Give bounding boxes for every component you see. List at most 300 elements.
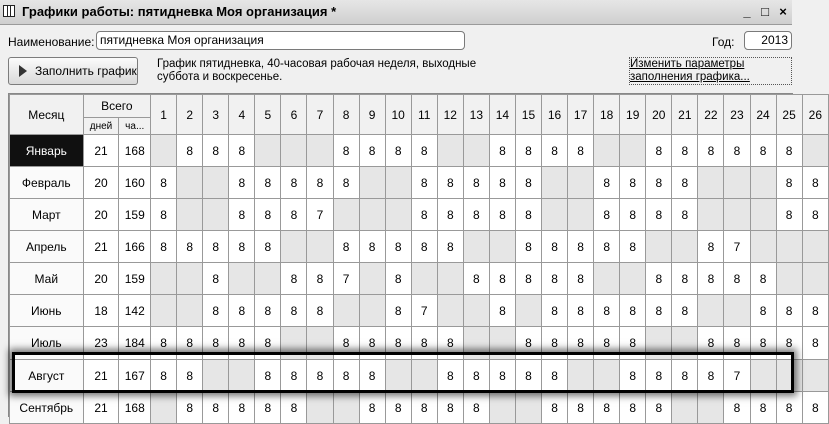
day-cell[interactable]: 8 xyxy=(594,199,620,231)
day-cell[interactable] xyxy=(489,392,515,424)
day-cell[interactable]: 8 xyxy=(542,295,568,327)
day-cell[interactable]: 8 xyxy=(542,360,568,392)
day-cell[interactable]: 8 xyxy=(307,295,333,327)
days-total-cell[interactable]: 20 xyxy=(83,167,119,199)
day-cell[interactable] xyxy=(698,167,724,199)
day-cell[interactable]: 8 xyxy=(333,360,359,392)
day-cell[interactable]: 8 xyxy=(255,167,281,199)
month-row[interactable] xyxy=(10,360,829,392)
month-row[interactable] xyxy=(10,199,829,231)
day-cell[interactable] xyxy=(333,199,359,231)
day-column-header[interactable]: 16 xyxy=(542,95,568,135)
day-cell[interactable]: 8 xyxy=(698,327,724,360)
day-cell[interactable] xyxy=(620,263,646,295)
day-cell[interactable] xyxy=(177,295,203,327)
day-cell[interactable]: 8 xyxy=(646,199,672,231)
day-cell[interactable] xyxy=(463,231,489,263)
day-cell[interactable]: 8 xyxy=(489,295,515,327)
day-cell[interactable]: 8 xyxy=(385,392,411,424)
day-cell[interactable] xyxy=(359,295,385,327)
day-cell[interactable]: 8 xyxy=(646,295,672,327)
day-cell[interactable]: 8 xyxy=(281,167,307,199)
day-cell[interactable]: 8 xyxy=(255,360,281,392)
day-cell[interactable]: 8 xyxy=(776,327,802,360)
day-cell[interactable] xyxy=(594,263,620,295)
day-cell[interactable]: 8 xyxy=(203,231,229,263)
month-row[interactable] xyxy=(10,392,829,424)
day-cell[interactable]: 8 xyxy=(463,167,489,199)
day-cell[interactable] xyxy=(359,263,385,295)
day-cell[interactable] xyxy=(203,360,229,392)
day-cell[interactable] xyxy=(307,327,333,360)
day-cell[interactable] xyxy=(542,199,568,231)
day-cell[interactable] xyxy=(802,360,828,392)
day-cell[interactable]: 8 xyxy=(307,167,333,199)
day-cell[interactable]: 8 xyxy=(542,231,568,263)
day-cell[interactable]: 8 xyxy=(568,135,594,167)
day-cell[interactable] xyxy=(568,167,594,199)
change-params-link[interactable]: Изменить параметры заполнения графика... xyxy=(629,57,792,85)
day-cell[interactable]: 8 xyxy=(802,199,828,231)
day-cell[interactable] xyxy=(724,295,750,327)
day-cell[interactable]: 8 xyxy=(281,295,307,327)
day-cell[interactable]: 8 xyxy=(437,327,463,360)
day-cell[interactable]: 8 xyxy=(281,199,307,231)
day-cell[interactable]: 8 xyxy=(646,167,672,199)
day-cell[interactable]: 8 xyxy=(515,263,541,295)
day-cell[interactable] xyxy=(724,167,750,199)
day-cell[interactable]: 8 xyxy=(568,392,594,424)
day-cell[interactable]: 7 xyxy=(411,295,437,327)
day-cell[interactable]: 8 xyxy=(463,263,489,295)
day-cell[interactable]: 8 xyxy=(724,392,750,424)
day-cell[interactable]: 8 xyxy=(489,360,515,392)
day-column-header[interactable]: 9 xyxy=(359,95,385,135)
day-cell[interactable]: 8 xyxy=(698,231,724,263)
day-cell[interactable]: 8 xyxy=(620,295,646,327)
day-cell[interactable]: 8 xyxy=(229,199,255,231)
month-header[interactable]: Месяц xyxy=(10,95,84,135)
day-cell[interactable]: 8 xyxy=(333,167,359,199)
day-column-header[interactable]: 11 xyxy=(411,95,437,135)
day-cell[interactable] xyxy=(385,167,411,199)
day-cell[interactable]: 8 xyxy=(672,199,698,231)
day-cell[interactable]: 8 xyxy=(177,392,203,424)
day-cell[interactable]: 8 xyxy=(802,327,828,360)
schedule-table[interactable] xyxy=(8,93,822,417)
day-cell[interactable]: 8 xyxy=(646,392,672,424)
day-column-header[interactable]: 7 xyxy=(307,95,333,135)
day-cell[interactable]: 8 xyxy=(359,231,385,263)
day-cell[interactable]: 8 xyxy=(750,392,776,424)
day-cell[interactable]: 8 xyxy=(542,327,568,360)
day-cell[interactable]: 8 xyxy=(411,135,437,167)
day-cell[interactable]: 8 xyxy=(359,135,385,167)
day-cell[interactable]: 8 xyxy=(359,392,385,424)
day-cell[interactable] xyxy=(515,392,541,424)
day-cell[interactable]: 7 xyxy=(333,263,359,295)
month-row[interactable] xyxy=(10,231,829,263)
day-cell[interactable] xyxy=(281,231,307,263)
day-cell[interactable] xyxy=(177,167,203,199)
day-cell[interactable]: 8 xyxy=(776,392,802,424)
day-cell[interactable]: 8 xyxy=(646,360,672,392)
hours-subheader[interactable]: ча... xyxy=(119,118,151,135)
day-cell[interactable]: 8 xyxy=(568,327,594,360)
day-cell[interactable] xyxy=(594,360,620,392)
day-cell[interactable]: 8 xyxy=(177,327,203,360)
day-cell[interactable] xyxy=(802,263,828,295)
day-column-header[interactable]: 2 xyxy=(177,95,203,135)
day-cell[interactable] xyxy=(281,135,307,167)
day-cell[interactable]: 8 xyxy=(594,392,620,424)
day-cell[interactable]: 8 xyxy=(776,135,802,167)
day-cell[interactable]: 8 xyxy=(620,392,646,424)
day-cell[interactable] xyxy=(672,392,698,424)
day-cell[interactable] xyxy=(437,135,463,167)
day-cell[interactable]: 8 xyxy=(594,295,620,327)
days-total-cell[interactable]: 21 xyxy=(83,231,119,263)
day-cell[interactable] xyxy=(750,231,776,263)
day-cell[interactable]: 8 xyxy=(489,199,515,231)
day-cell[interactable]: 8 xyxy=(203,263,229,295)
month-row[interactable] xyxy=(10,263,829,295)
day-column-header[interactable]: 18 xyxy=(594,95,620,135)
day-cell[interactable]: 8 xyxy=(177,360,203,392)
month-row[interactable] xyxy=(10,295,829,327)
day-column-header[interactable]: 24 xyxy=(750,95,776,135)
day-cell[interactable]: 8 xyxy=(672,135,698,167)
day-cell[interactable] xyxy=(620,135,646,167)
day-column-header[interactable]: 21 xyxy=(672,95,698,135)
day-cell[interactable]: 8 xyxy=(620,231,646,263)
month-cell[interactable]: Апрель xyxy=(10,231,84,263)
fill-schedule-button[interactable] xyxy=(8,57,138,85)
day-cell[interactable]: 8 xyxy=(151,327,177,360)
day-cell[interactable] xyxy=(437,263,463,295)
days-total-cell[interactable]: 21 xyxy=(83,360,119,392)
day-cell[interactable] xyxy=(151,295,177,327)
day-cell[interactable] xyxy=(255,263,281,295)
hours-total-cell[interactable]: 160 xyxy=(119,167,151,199)
day-cell[interactable]: 8 xyxy=(437,167,463,199)
days-total-cell[interactable]: 23 xyxy=(83,327,119,360)
day-cell[interactable]: 8 xyxy=(515,135,541,167)
day-cell[interactable]: 8 xyxy=(385,327,411,360)
day-cell[interactable]: 8 xyxy=(568,231,594,263)
day-column-header[interactable]: 20 xyxy=(646,95,672,135)
day-cell[interactable]: 8 xyxy=(568,263,594,295)
day-cell[interactable]: 8 xyxy=(620,360,646,392)
day-column-header[interactable]: 1 xyxy=(151,95,177,135)
day-cell[interactable] xyxy=(411,263,437,295)
day-cell[interactable] xyxy=(385,199,411,231)
day-cell[interactable] xyxy=(489,231,515,263)
day-cell[interactable]: 8 xyxy=(698,135,724,167)
day-cell[interactable] xyxy=(698,392,724,424)
day-cell[interactable]: 8 xyxy=(620,167,646,199)
day-cell[interactable] xyxy=(776,360,802,392)
month-cell[interactable]: Сентябрь xyxy=(10,392,84,424)
days-total-cell[interactable]: 21 xyxy=(83,392,119,424)
day-cell[interactable]: 7 xyxy=(307,199,333,231)
month-cell[interactable]: Март xyxy=(10,199,84,231)
day-cell[interactable] xyxy=(698,199,724,231)
day-cell[interactable] xyxy=(542,167,568,199)
day-column-header[interactable]: 26 xyxy=(802,95,828,135)
day-cell[interactable]: 8 xyxy=(229,295,255,327)
day-cell[interactable]: 8 xyxy=(489,263,515,295)
day-cell[interactable] xyxy=(203,167,229,199)
day-cell[interactable]: 8 xyxy=(672,167,698,199)
day-cell[interactable]: 8 xyxy=(229,167,255,199)
day-cell[interactable]: 8 xyxy=(515,199,541,231)
day-cell[interactable] xyxy=(463,295,489,327)
month-cell[interactable]: Январь xyxy=(10,135,84,167)
day-column-header[interactable]: 22 xyxy=(698,95,724,135)
day-column-header[interactable]: 6 xyxy=(281,95,307,135)
hours-total-cell[interactable]: 142 xyxy=(119,295,151,327)
day-cell[interactable]: 8 xyxy=(672,263,698,295)
days-subheader[interactable]: дней xyxy=(83,118,119,135)
day-cell[interactable]: 8 xyxy=(255,231,281,263)
day-cell[interactable]: 8 xyxy=(724,327,750,360)
minimize-button[interactable]: _ xyxy=(743,4,751,19)
hours-total-cell[interactable]: 168 xyxy=(119,135,151,167)
day-cell[interactable]: 8 xyxy=(463,360,489,392)
day-cell[interactable]: 8 xyxy=(203,392,229,424)
day-column-header[interactable]: 10 xyxy=(385,95,411,135)
day-cell[interactable]: 8 xyxy=(385,135,411,167)
day-cell[interactable]: 8 xyxy=(698,263,724,295)
day-cell[interactable] xyxy=(568,360,594,392)
day-column-header[interactable]: 14 xyxy=(489,95,515,135)
days-total-cell[interactable]: 21 xyxy=(83,135,119,167)
day-cell[interactable]: 8 xyxy=(463,199,489,231)
day-cell[interactable]: 8 xyxy=(281,360,307,392)
day-cell[interactable]: 8 xyxy=(802,295,828,327)
day-column-header[interactable]: 3 xyxy=(203,95,229,135)
day-cell[interactable]: 8 xyxy=(542,392,568,424)
maximize-button[interactable]: □ xyxy=(761,4,769,19)
days-total-cell[interactable]: 20 xyxy=(83,199,119,231)
day-cell[interactable] xyxy=(698,295,724,327)
day-cell[interactable]: 8 xyxy=(229,392,255,424)
day-cell[interactable] xyxy=(151,392,177,424)
name-input[interactable]: пятидневка Моя организация xyxy=(96,31,465,50)
day-cell[interactable] xyxy=(333,392,359,424)
day-cell[interactable]: 8 xyxy=(776,199,802,231)
day-cell[interactable]: 8 xyxy=(151,167,177,199)
day-cell[interactable] xyxy=(463,327,489,360)
day-cell[interactable] xyxy=(307,231,333,263)
close-button[interactable]: × xyxy=(779,4,787,19)
day-cell[interactable] xyxy=(568,199,594,231)
hours-total-cell[interactable]: 168 xyxy=(119,392,151,424)
day-cell[interactable]: 8 xyxy=(151,199,177,231)
day-column-header[interactable]: 15 xyxy=(515,95,541,135)
day-cell[interactable]: 8 xyxy=(724,135,750,167)
day-cell[interactable]: 8 xyxy=(359,327,385,360)
day-cell[interactable] xyxy=(203,199,229,231)
day-cell[interactable]: 8 xyxy=(802,167,828,199)
day-cell[interactable]: 8 xyxy=(411,327,437,360)
day-cell[interactable]: 8 xyxy=(594,231,620,263)
day-column-header[interactable]: 17 xyxy=(568,95,594,135)
day-cell[interactable]: 8 xyxy=(411,231,437,263)
day-cell[interactable] xyxy=(594,135,620,167)
day-cell[interactable]: 8 xyxy=(568,295,594,327)
day-cell[interactable] xyxy=(750,360,776,392)
day-cell[interactable]: 8 xyxy=(281,263,307,295)
day-cell[interactable]: 8 xyxy=(151,231,177,263)
day-cell[interactable]: 8 xyxy=(620,199,646,231)
day-cell[interactable]: 8 xyxy=(776,295,802,327)
day-cell[interactable]: 8 xyxy=(255,327,281,360)
day-cell[interactable]: 8 xyxy=(411,167,437,199)
day-cell[interactable]: 8 xyxy=(385,231,411,263)
day-cell[interactable] xyxy=(151,263,177,295)
day-cell[interactable]: 8 xyxy=(594,327,620,360)
day-cell[interactable]: 7 xyxy=(724,231,750,263)
hours-total-cell[interactable]: 166 xyxy=(119,231,151,263)
day-cell[interactable]: 8 xyxy=(229,231,255,263)
day-cell[interactable] xyxy=(802,135,828,167)
day-cell[interactable] xyxy=(646,231,672,263)
day-cell[interactable] xyxy=(177,263,203,295)
day-cell[interactable] xyxy=(151,135,177,167)
day-cell[interactable] xyxy=(437,295,463,327)
day-cell[interactable]: 8 xyxy=(281,392,307,424)
day-cell[interactable]: 8 xyxy=(515,231,541,263)
day-cell[interactable]: 8 xyxy=(646,263,672,295)
day-cell[interactable]: 8 xyxy=(385,295,411,327)
day-cell[interactable]: 8 xyxy=(437,231,463,263)
day-cell[interactable]: 8 xyxy=(333,231,359,263)
day-cell[interactable]: 8 xyxy=(776,167,802,199)
day-cell[interactable]: 8 xyxy=(333,327,359,360)
day-cell[interactable]: 8 xyxy=(515,167,541,199)
day-cell[interactable]: 8 xyxy=(203,327,229,360)
day-cell[interactable]: 8 xyxy=(385,263,411,295)
day-cell[interactable] xyxy=(307,135,333,167)
month-cell[interactable]: Февраль xyxy=(10,167,84,199)
day-cell[interactable]: 8 xyxy=(463,392,489,424)
day-cell[interactable] xyxy=(463,135,489,167)
day-cell[interactable]: 8 xyxy=(151,360,177,392)
day-cell[interactable] xyxy=(307,392,333,424)
day-cell[interactable]: 8 xyxy=(620,327,646,360)
day-column-header[interactable]: 8 xyxy=(333,95,359,135)
day-cell[interactable]: 8 xyxy=(515,360,541,392)
day-cell[interactable]: 8 xyxy=(750,263,776,295)
year-input[interactable]: 2013 xyxy=(744,31,792,50)
day-cell[interactable] xyxy=(672,231,698,263)
day-cell[interactable]: 8 xyxy=(255,392,281,424)
day-column-header[interactable]: 4 xyxy=(229,95,255,135)
day-cell[interactable] xyxy=(385,360,411,392)
days-total-cell[interactable]: 18 xyxy=(83,295,119,327)
day-cell[interactable]: 8 xyxy=(542,263,568,295)
day-cell[interactable]: 8 xyxy=(203,295,229,327)
day-cell[interactable]: 8 xyxy=(437,392,463,424)
day-column-header[interactable]: 5 xyxy=(255,95,281,135)
hours-total-cell[interactable]: 159 xyxy=(119,199,151,231)
day-cell[interactable]: 8 xyxy=(724,263,750,295)
day-cell[interactable] xyxy=(177,199,203,231)
day-cell[interactable]: 8 xyxy=(229,327,255,360)
day-cell[interactable]: 8 xyxy=(255,295,281,327)
day-cell[interactable]: 8 xyxy=(750,295,776,327)
day-cell[interactable] xyxy=(750,167,776,199)
month-row[interactable] xyxy=(10,135,829,167)
day-cell[interactable]: 8 xyxy=(750,327,776,360)
day-cell[interactable]: 8 xyxy=(646,135,672,167)
day-cell[interactable]: 8 xyxy=(307,263,333,295)
day-column-header[interactable]: 13 xyxy=(463,95,489,135)
day-column-header[interactable]: 19 xyxy=(620,95,646,135)
day-cell[interactable]: 8 xyxy=(229,135,255,167)
day-cell[interactable] xyxy=(411,360,437,392)
day-cell[interactable] xyxy=(724,199,750,231)
day-cell[interactable] xyxy=(802,231,828,263)
day-cell[interactable]: 8 xyxy=(489,167,515,199)
day-cell[interactable] xyxy=(750,199,776,231)
day-cell[interactable]: 8 xyxy=(437,360,463,392)
day-cell[interactable] xyxy=(776,263,802,295)
day-cell[interactable]: 8 xyxy=(672,360,698,392)
day-cell[interactable] xyxy=(672,327,698,360)
day-cell[interactable]: 8 xyxy=(203,135,229,167)
day-cell[interactable] xyxy=(281,327,307,360)
day-cell[interactable] xyxy=(776,231,802,263)
days-total-cell[interactable]: 20 xyxy=(83,263,119,295)
day-column-header[interactable]: 23 xyxy=(724,95,750,135)
month-cell[interactable]: Июль xyxy=(10,327,84,360)
day-cell[interactable]: 8 xyxy=(672,295,698,327)
day-cell[interactable]: 8 xyxy=(255,199,281,231)
day-cell[interactable]: 8 xyxy=(359,360,385,392)
hours-total-cell[interactable]: 184 xyxy=(119,327,151,360)
day-cell[interactable]: 8 xyxy=(177,135,203,167)
day-cell[interactable]: 7 xyxy=(724,360,750,392)
day-cell[interactable] xyxy=(333,295,359,327)
day-cell[interactable] xyxy=(229,263,255,295)
day-column-header[interactable]: 25 xyxy=(776,95,802,135)
month-cell[interactable]: Июнь xyxy=(10,295,84,327)
day-cell[interactable] xyxy=(359,199,385,231)
day-cell[interactable] xyxy=(255,135,281,167)
day-cell[interactable] xyxy=(646,327,672,360)
day-cell[interactable] xyxy=(359,167,385,199)
day-cell[interactable]: 8 xyxy=(515,327,541,360)
hours-total-cell[interactable]: 159 xyxy=(119,263,151,295)
day-cell[interactable]: 8 xyxy=(594,167,620,199)
month-cell[interactable]: Август xyxy=(10,360,84,392)
day-cell[interactable]: 8 xyxy=(542,135,568,167)
day-cell[interactable]: 8 xyxy=(411,199,437,231)
day-cell[interactable] xyxy=(229,360,255,392)
day-cell[interactable]: 8 xyxy=(437,199,463,231)
day-cell[interactable]: 8 xyxy=(333,135,359,167)
day-column-header[interactable]: 12 xyxy=(437,95,463,135)
day-cell[interactable]: 8 xyxy=(177,231,203,263)
month-row[interactable] xyxy=(10,327,829,360)
day-cell[interactable]: 8 xyxy=(411,392,437,424)
day-cell[interactable] xyxy=(489,327,515,360)
day-cell[interactable]: 8 xyxy=(802,392,828,424)
day-cell[interactable] xyxy=(515,295,541,327)
